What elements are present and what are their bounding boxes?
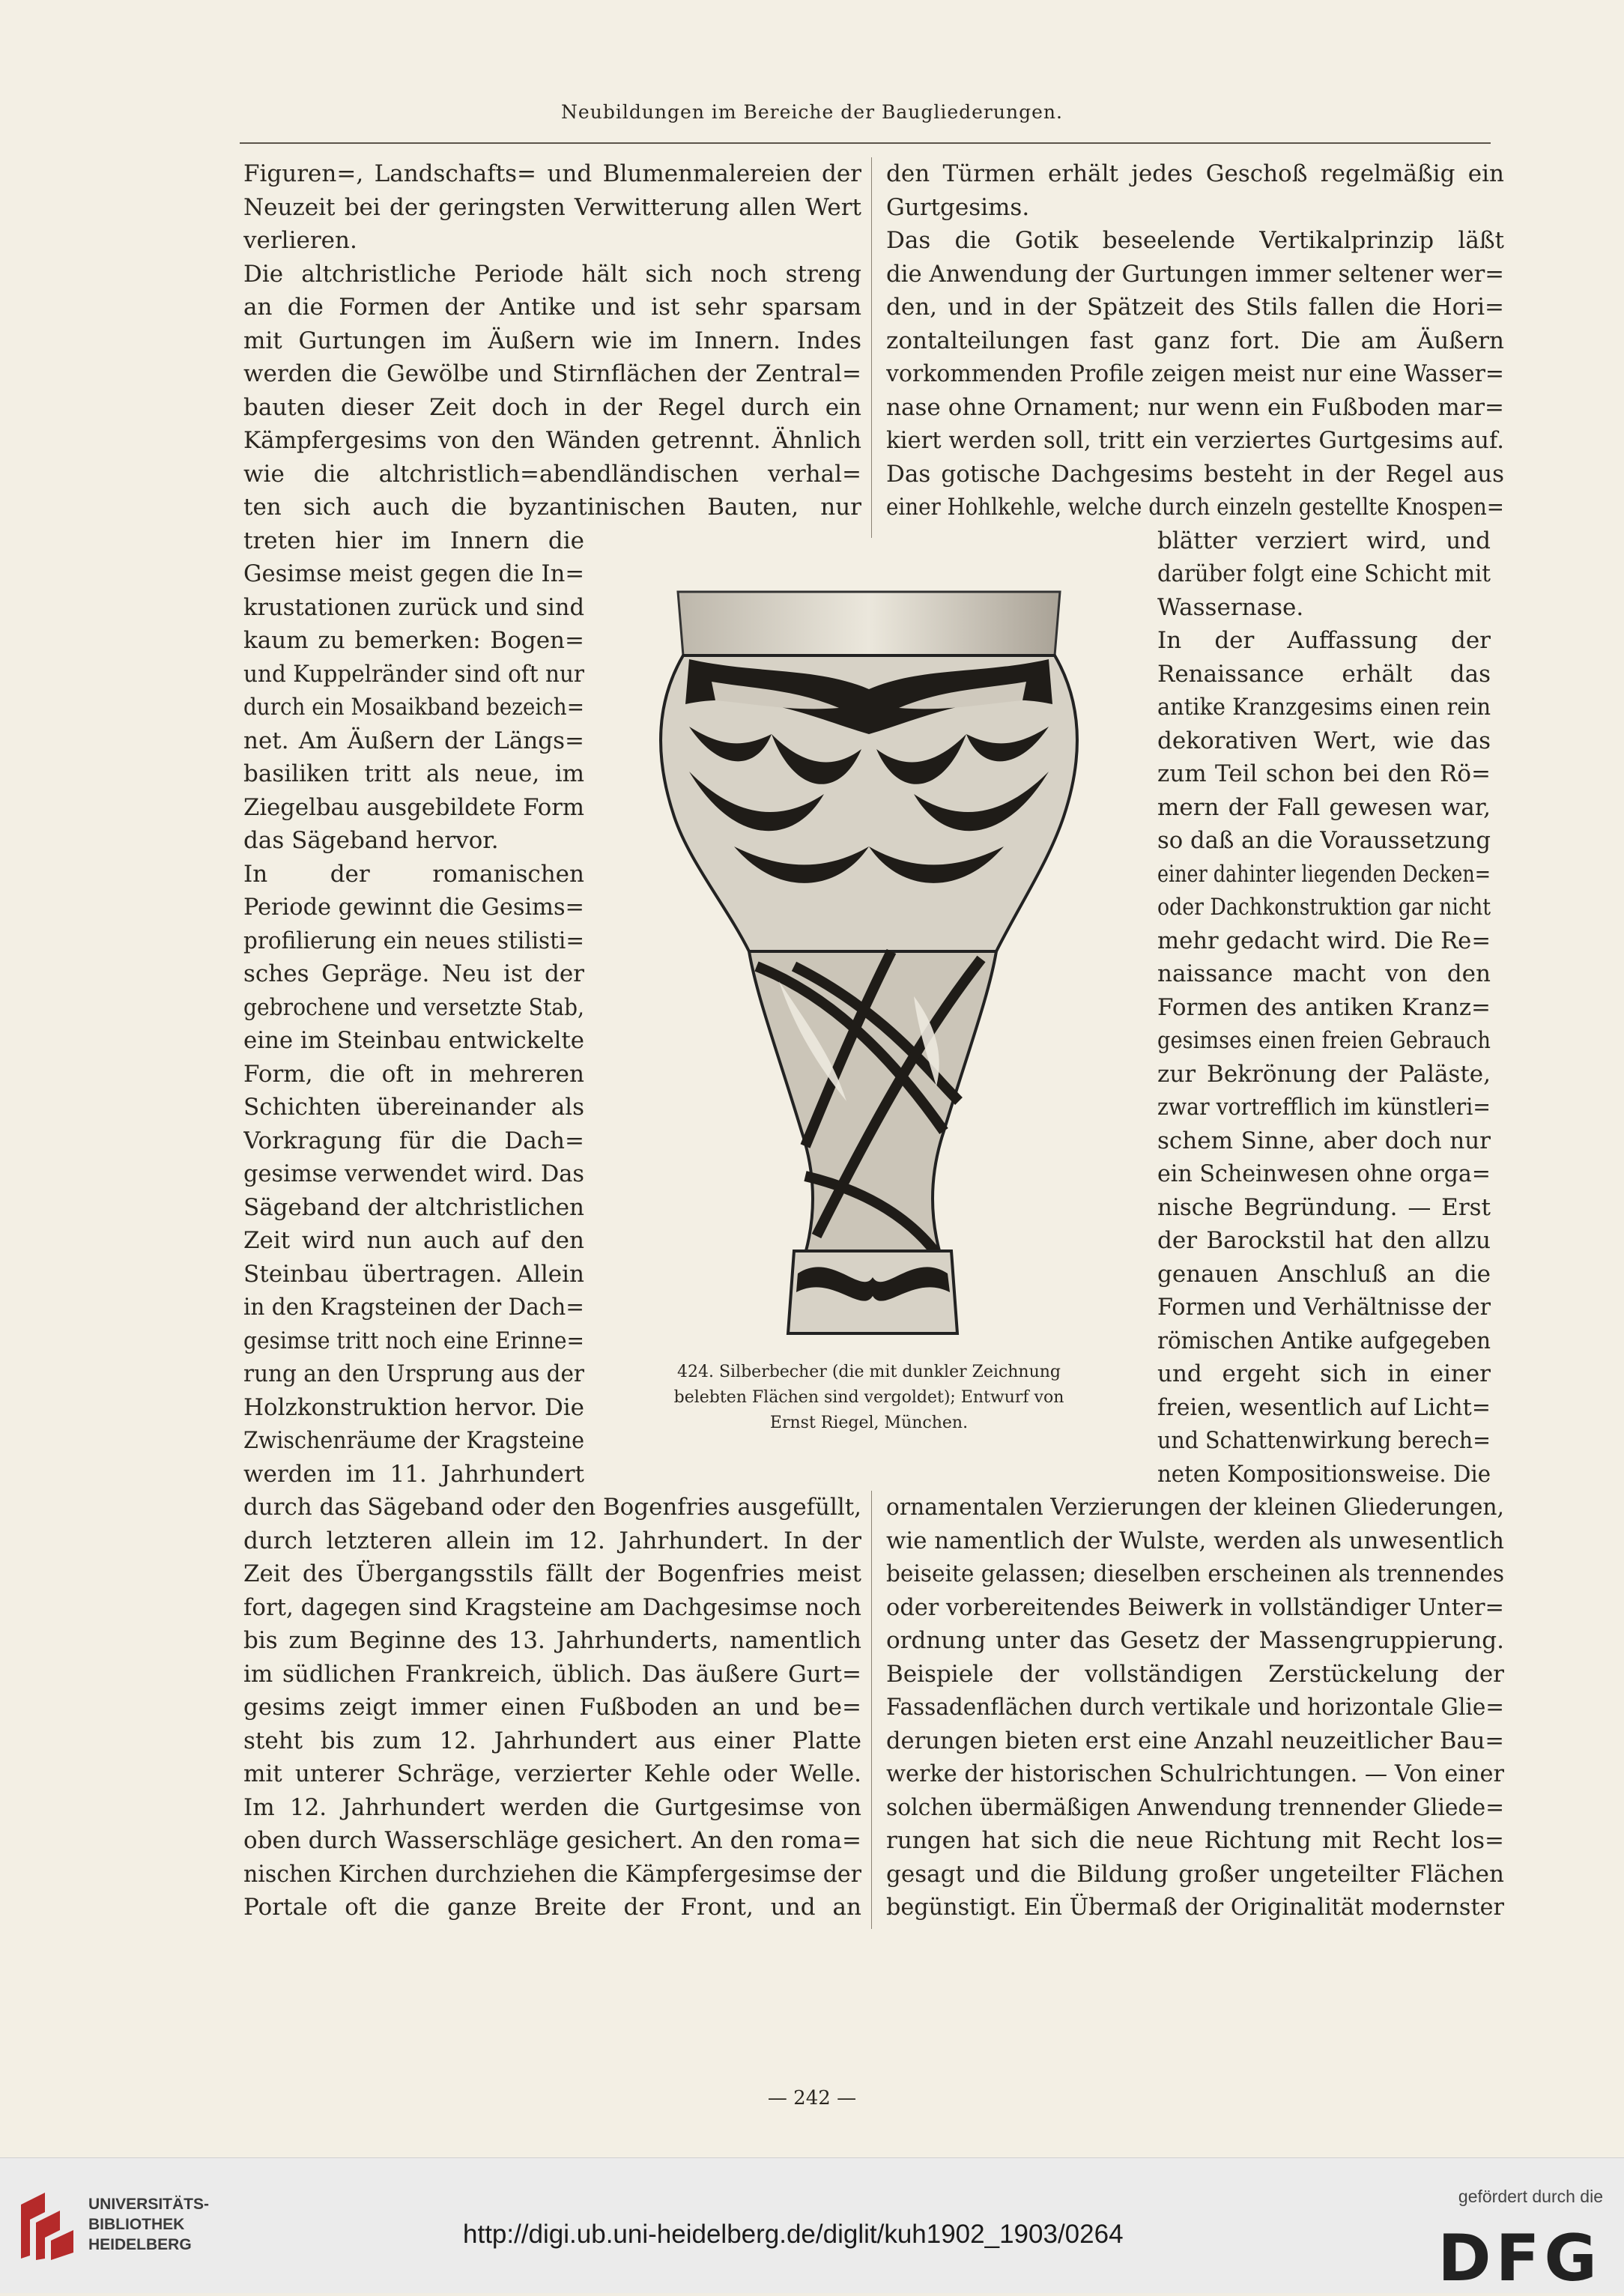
text-line — [243, 1591, 861, 1624]
text-line — [243, 1157, 584, 1190]
text-line-content: nische Begründung. — Erst — [1157, 1193, 1491, 1221]
text-line-content: Kämpfergesims von den Wänden getrennt. Ähnlich — [243, 427, 861, 454]
text-line — [243, 957, 584, 990]
column-divider — [871, 1491, 872, 1929]
text-line — [243, 1691, 861, 1724]
text-line-content: nischen Kirchen durchziehen die Kämpfergesimse der — [243, 1860, 861, 1888]
text-line-content: schem Sinne, aber doch nur — [1157, 1127, 1491, 1154]
text-line-content: vorkommenden Profile zeigen meist nur eine Wasser= — [886, 360, 1504, 387]
text-line-content: treten hier im Innern die — [243, 527, 584, 554]
text-line-content: Zwischenräume der Kragsteine — [243, 1427, 584, 1454]
text-line — [243, 557, 584, 590]
funding-label: gefördert durch die — [1458, 2187, 1603, 2206]
text-line — [243, 724, 584, 757]
text-line — [886, 258, 1504, 291]
text-line — [1157, 791, 1491, 824]
text-line-content: Steinbau übertragen. Allein — [243, 1260, 584, 1288]
text-line — [243, 524, 584, 557]
text-line — [243, 691, 584, 724]
text-line — [1157, 957, 1491, 990]
library-name-line: HEIDELBERG — [88, 2236, 192, 2253]
text-line — [243, 1124, 584, 1157]
text-line-content: neten Kompositionsweise. Die — [1157, 1460, 1491, 1488]
text-line-content: naissance macht von den — [1157, 960, 1491, 987]
text-line — [1157, 1058, 1491, 1091]
text-line-content: werden die Gewölbe und Stirnflächen der Zentral= — [243, 360, 861, 387]
text-line-content: der Barockstil hat den allzu — [1157, 1227, 1491, 1254]
text-line — [243, 1458, 584, 1491]
text-line-content: Die altchristliche Periode hält sich noch streng — [243, 260, 861, 288]
text-line-content: gebrochene und versetzte Stab, — [243, 993, 584, 1021]
text-line-content: gesimses einen freien Gebrauch — [1157, 1027, 1491, 1054]
text-line — [886, 424, 1504, 457]
text-line-content: zur Bekrönung der Paläste, — [1157, 1060, 1491, 1088]
text-line-content: net. Am Äußern der Längs= — [243, 727, 584, 754]
text-line-content: kiert werden soll, tritt ein verziertes Gurtgesims auf. — [886, 427, 1504, 454]
text-line-content: Portale oft die ganze Breite der Front, und an — [243, 1894, 861, 1921]
text-line-content: und ergeht sich in einer — [1157, 1360, 1491, 1387]
text-line — [243, 1258, 584, 1291]
text-line — [243, 757, 584, 790]
text-line-content: oder Dachkonstruktion gar nicht — [1157, 894, 1491, 921]
text-line-content: werden im 11. Jahrhundert — [243, 1460, 584, 1488]
text-line-content: bauten dieser Zeit doch in der Regel durch ein — [243, 393, 861, 421]
text-line-content: dekorativen Wert, wie das — [1157, 727, 1491, 754]
text-line — [243, 1424, 584, 1457]
text-line-content: Form, die oft in mehreren — [243, 1060, 584, 1088]
text-line — [243, 357, 861, 390]
text-line-content: zum Teil schon bei den Rö= — [1157, 760, 1491, 787]
text-line — [1157, 624, 1491, 657]
text-line-content: mit Gurtungen im Äußern wie im Innern. Indes — [243, 327, 861, 354]
text-line — [886, 1824, 1504, 1857]
text-line — [243, 1658, 861, 1691]
text-line — [243, 191, 861, 224]
text-line-content: gesims zeigt immer einen Fußboden an und be= — [243, 1694, 861, 1721]
text-line-content: oder vorbereitendes Beiwerk in vollständiger Unter= — [886, 1593, 1504, 1621]
text-line-content: Renaissance erhält das — [1157, 660, 1491, 688]
text-line — [243, 1191, 584, 1224]
text-line-content: ten sich auch die byzantinischen Bauten, nur — [243, 494, 861, 521]
text-line-content: Beispiele der vollständigen Zerstückelung der — [886, 1660, 1504, 1688]
text-line-content: Gurtgesims. — [886, 193, 1030, 221]
text-line — [886, 1791, 1504, 1824]
text-line — [243, 858, 584, 891]
text-line-content: durch letzteren allein im 12. Jahrhundert. In der — [243, 1527, 861, 1554]
text-line-content: Figuren=, Landschafts= und Blumenmalereien der — [243, 160, 861, 187]
text-line-content: zwar vortrefflich im künstleri= — [1157, 1094, 1491, 1121]
text-line — [243, 424, 861, 457]
text-line-content: werke der historischen Schulrichtungen. — Von einer — [886, 1760, 1504, 1787]
text-line-content: Formen und Verhältnisse der — [1157, 1294, 1491, 1321]
text-line — [1157, 1124, 1491, 1157]
text-line — [886, 157, 1504, 190]
text-line-content: bis zum Beginne des 13. Jahrhunderts, namentlich — [243, 1627, 861, 1654]
text-line-content: gesimse tritt noch eine Erinne= — [243, 1327, 584, 1354]
caption-line: Ernst Riegel, München. — [769, 1414, 969, 1432]
text-line — [886, 1591, 1504, 1624]
text-line-content: derungen bieten erst eine Anzahl neuzeitlicher Bau= — [886, 1727, 1504, 1754]
text-line — [1157, 891, 1491, 924]
library-name-line: UNIVERSITÄTS- — [88, 2196, 210, 2213]
text-line-content: wie die altchristlich=abendländischen verhal= — [243, 460, 861, 488]
text-line — [243, 1791, 861, 1824]
permalink-url[interactable]: http://digi.ub.uni-heidelberg.de/diglit/kuh1902_1903/0264 — [463, 2220, 1124, 2249]
text-line — [1157, 1324, 1491, 1357]
text-line-content: rung an den Ursprung aus der — [243, 1360, 584, 1387]
silver-beaker-illustration — [644, 577, 1094, 1348]
text-line-content: im südlichen Frankreich, üblich. Das äußere Gurt= — [243, 1660, 861, 1688]
text-line-content: kaum zu bemerken: Bogen= — [243, 627, 584, 654]
text-line-content: Holzkonstruktion hervor. Die — [243, 1393, 584, 1421]
text-line-content: In der Auffassung der — [1157, 627, 1491, 654]
text-line — [886, 1691, 1504, 1724]
text-line-content: Fassadenflächen durch vertikale und horizontale Glie= — [886, 1694, 1504, 1721]
text-line-content: darüber folgt eine Schicht mit — [1157, 560, 1491, 587]
text-line-content: krustationen zurück und sind — [243, 593, 584, 621]
text-line — [243, 1357, 584, 1390]
text-line-content: mit unterer Schräge, verzierter Kehle oder Welle. — [243, 1760, 861, 1787]
text-line — [243, 1891, 861, 1924]
text-line-content: verlieren. — [243, 227, 357, 254]
text-line — [1157, 757, 1491, 790]
text-line-content: mehr gedacht wird. Die Re= — [1157, 927, 1491, 954]
text-line-content: durch das Sägeband oder den Bogenfries ausgefüllt, — [243, 1494, 861, 1521]
text-line — [243, 1524, 861, 1557]
text-line-content: Sägeband der altchristlichen — [243, 1193, 584, 1221]
text-line-content: beiseite gelassen; dieselben erscheinen als trennendes — [886, 1560, 1504, 1587]
column-divider — [871, 157, 872, 538]
text-line — [243, 224, 861, 257]
library-name — [88, 2194, 209, 2255]
text-line — [243, 458, 861, 491]
text-line — [886, 291, 1504, 324]
text-line-content: antike Kranzgesims einen rein — [1157, 694, 1491, 721]
text-line-content: Periode gewinnt die Gesims= — [243, 894, 584, 921]
text-line-content: und Schattenwirkung berech= — [1157, 1427, 1491, 1454]
text-line — [243, 1624, 861, 1657]
text-line — [243, 1757, 861, 1790]
text-line — [243, 258, 861, 291]
text-line — [1157, 1391, 1491, 1424]
text-line — [1157, 824, 1491, 857]
text-line — [1157, 1258, 1491, 1291]
text-line — [1157, 1224, 1491, 1257]
text-line — [886, 1491, 1504, 1524]
text-line — [1157, 658, 1491, 691]
text-line-content: ein Scheinwesen ohne orga= — [1157, 1160, 1491, 1187]
text-line-content: einer dahinter liegenden Decken= — [1157, 860, 1491, 888]
text-line — [886, 491, 1504, 524]
text-line-content: sches Gepräge. Neu ist der — [243, 960, 584, 987]
text-line-content: die Anwendung der Gurtungen immer seltener wer= — [886, 260, 1504, 288]
text-line-content: fort, dagegen sind Kragsteine am Dachgesimse noch — [243, 1593, 861, 1621]
text-line-content: Formen des antiken Kranz= — [1157, 993, 1491, 1021]
text-line — [243, 1091, 584, 1124]
text-line — [1157, 724, 1491, 757]
text-line-content: Wassernase. — [1157, 593, 1304, 621]
text-line-content: freien, wesentlich auf Licht= — [1157, 1393, 1491, 1421]
text-line — [243, 1024, 584, 1057]
ub-heidelberg-logo-icon — [15, 2190, 78, 2262]
text-line-content: durch ein Mosaikband bezeich= — [243, 694, 584, 721]
text-line — [243, 791, 584, 824]
text-line — [886, 1757, 1504, 1790]
text-line-content: Vorkragung für die Dach= — [243, 1127, 584, 1154]
text-line — [1157, 1091, 1491, 1124]
text-line-content: In der romanischen — [243, 860, 584, 888]
text-line-content: und Kuppelränder sind oft nur — [243, 660, 584, 688]
text-line — [886, 1624, 1504, 1657]
text-line-content: einer Hohlkehle, welche durch einzeln gestellte Knospen= — [886, 494, 1504, 521]
text-line — [243, 1491, 861, 1524]
text-line — [1157, 1191, 1491, 1224]
text-line — [243, 1824, 861, 1857]
text-line-content: in den Kragsteinen der Dach= — [243, 1294, 584, 1321]
text-line-content: zontalteilungen fast ganz fort. Die am Äußern — [886, 327, 1504, 354]
viewer-footer — [0, 2157, 1624, 2296]
text-line-content: gesagt und die Bildung großer ungeteilter Flächen — [886, 1860, 1504, 1888]
text-line — [243, 1224, 584, 1257]
text-line-content: nase ohne Ornament; nur wenn ein Fußboden mar= — [886, 393, 1504, 421]
text-line-content: Neuzeit bei der geringsten Verwitterung allen Wert — [243, 193, 861, 221]
text-line-content: das Sägeband hervor. — [243, 827, 499, 854]
text-line — [243, 1391, 584, 1424]
caption-line: 424. Silberbecher (die mit dunkler Zeichnung — [676, 1363, 1061, 1381]
text-line — [886, 324, 1504, 357]
text-line — [1157, 1157, 1491, 1190]
text-line — [243, 157, 861, 190]
text-line — [1157, 1024, 1491, 1057]
text-line-content: so daß an die Voraussetzung — [1157, 827, 1491, 854]
text-line — [243, 591, 584, 624]
text-line-content: mern der Fall gewesen war, — [1157, 793, 1491, 821]
caption-line: belebten Flächen sind vergoldet); Entwurf von — [673, 1388, 1064, 1407]
text-line-content: Gesimse meist gegen die In= — [243, 560, 584, 587]
text-line — [886, 191, 1504, 224]
text-line — [886, 224, 1504, 257]
library-name-line: BIBLIOTHEK — [88, 2216, 185, 2233]
text-line — [886, 1524, 1504, 1557]
running-head: Neubildungen im Bereiche der Baugliederungen. — [561, 101, 1063, 123]
text-line-content: Ziegelbau ausgebildete Form — [243, 793, 584, 821]
text-line-content: basiliken tritt als neue, im — [243, 760, 584, 787]
text-line — [1157, 1424, 1491, 1457]
text-line-content: den, und in der Spätzeit des Stils fallen die Hori= — [886, 294, 1504, 321]
text-line — [243, 1291, 584, 1324]
text-line-content: an die Formen der Antike und ist sehr sparsam — [243, 294, 861, 321]
text-line — [886, 357, 1504, 390]
text-line — [886, 1858, 1504, 1891]
text-line — [1157, 924, 1491, 957]
text-line-content: ordnung unter das Gesetz der Massengruppierung. — [886, 1627, 1504, 1654]
text-line — [243, 991, 584, 1024]
text-line-content: solchen übermäßigen Anwendung trennender Gliede= — [886, 1793, 1504, 1821]
text-line-content: ornamentalen Verzierungen der kleinen Gliederungen, — [886, 1494, 1504, 1521]
text-line — [243, 291, 861, 324]
text-line — [243, 1858, 861, 1891]
text-line — [243, 1058, 584, 1091]
text-line-content: Das gotische Dachgesims besteht in der Regel aus — [886, 460, 1504, 488]
text-line-content: rungen hat sich die neue Richtung mit Recht los= — [886, 1827, 1504, 1854]
text-line-content: eine im Steinbau entwickelte — [243, 1027, 584, 1054]
text-line — [1157, 557, 1491, 590]
text-line — [886, 1891, 1504, 1924]
text-line-content: genauen Anschluß an die — [1157, 1260, 1491, 1288]
text-line-content: Im 12. Jahrhundert werden die Gurtgesimse von — [243, 1793, 861, 1821]
text-line-content: wie namentlich der Wulste, werden als unwesentlich — [886, 1527, 1504, 1554]
text-line — [1157, 691, 1491, 724]
text-line — [886, 391, 1504, 424]
text-line — [1157, 1458, 1491, 1491]
text-line — [1157, 991, 1491, 1024]
dfg-logo: DFG — [1437, 2221, 1602, 2296]
text-line — [1157, 1357, 1491, 1390]
text-line — [1157, 524, 1491, 557]
text-line — [243, 658, 584, 691]
text-line — [243, 1557, 861, 1590]
text-line — [1157, 1291, 1491, 1324]
text-line-content: Zeit des Übergangsstils fällt der Bogenfries meist — [243, 1560, 861, 1587]
header-rule — [240, 142, 1491, 144]
figure-caption — [629, 1360, 1109, 1436]
text-line — [886, 1724, 1504, 1757]
text-line-content: römischen Antike aufgegeben — [1157, 1327, 1491, 1354]
text-line-content: Zeit wird nun auch auf den — [243, 1227, 584, 1254]
text-line-content: oben durch Wasserschläge gesichert. An den roma= — [243, 1827, 861, 1854]
text-line — [243, 1724, 861, 1757]
text-line — [1157, 858, 1491, 891]
text-line-content: begünstigt. Ein Übermaß der Originalität modernster — [886, 1894, 1504, 1921]
text-line — [886, 1557, 1504, 1590]
text-line — [243, 491, 861, 524]
text-line — [243, 824, 584, 857]
text-line-content: Schichten übereinander als — [243, 1094, 584, 1121]
text-line — [243, 391, 861, 424]
text-line — [243, 924, 584, 957]
text-line-content: steht bis zum 12. Jahrhundert aus einer Platte — [243, 1727, 861, 1754]
text-line-content: profilierung ein neues stilisti= — [243, 927, 584, 954]
text-line-content: Das die Gotik beseelende Vertikalprinzip läßt — [886, 227, 1504, 254]
text-line — [243, 324, 861, 357]
text-line — [886, 1658, 1504, 1691]
text-line — [243, 1324, 584, 1357]
text-line — [243, 891, 584, 924]
page-number: — 242 — — [767, 2087, 857, 2109]
text-line — [243, 624, 584, 657]
text-line — [1157, 591, 1491, 624]
text-line — [886, 458, 1504, 491]
text-line-content: blätter verziert wird, und — [1157, 527, 1491, 554]
text-line-content: den Türmen erhält jedes Geschoß regelmäßig ein — [886, 160, 1504, 187]
text-line-content: gesimse verwendet wird. Das — [243, 1160, 584, 1187]
